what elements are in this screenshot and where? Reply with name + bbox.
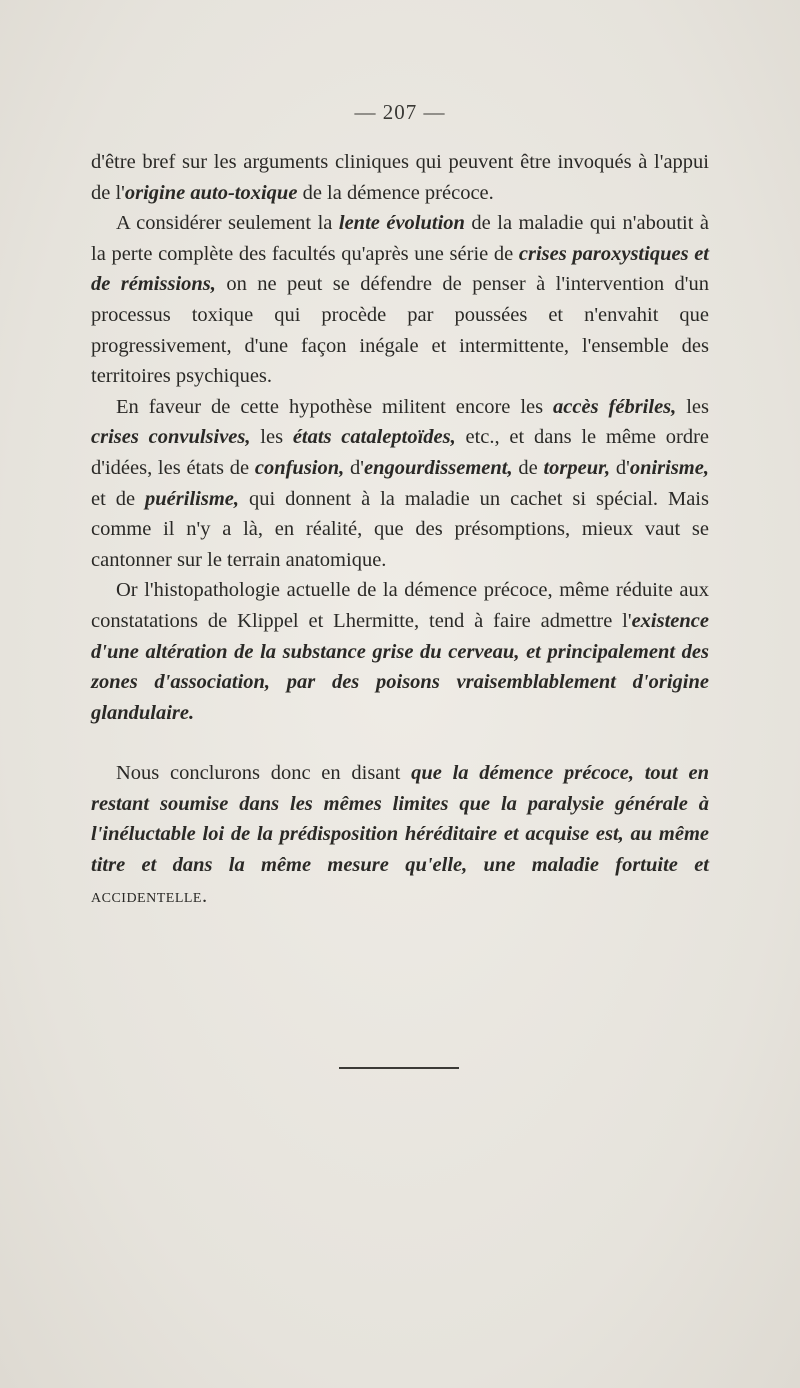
italic-phrase: que la démence précoce, tout en restant soumise dans les mêmes limites que la paralysie générale à l'inéluctable loi de la prédisposition héréditaire et acquise est, au même titre et dans la même mesure qu'elle, une maladie fortuite et bbox=[91, 762, 709, 877]
small-caps-word: accidentelle. bbox=[91, 884, 208, 907]
text-run: A considérer seulement la bbox=[116, 212, 339, 235]
text-run: d'être bref sur les arguments cliniques qui peuvent être invoqués à l'appui de l' bbox=[91, 151, 709, 204]
italic-phrase: crises convulsives, bbox=[91, 426, 251, 449]
italic-phrase: puérilisme, bbox=[145, 487, 239, 510]
closing-rule bbox=[339, 1067, 459, 1069]
text-run: et de bbox=[91, 487, 146, 510]
paragraph-4 bbox=[91, 575, 709, 728]
text-run: qui donnent à la maladie un cachet si spécial. Mais comme il n'y a là, en réalité, que des présomptions, mieux vaut se cantonner sur le terrain anatomique. bbox=[91, 487, 709, 571]
paragraph-5 bbox=[91, 758, 709, 911]
text-run: les bbox=[676, 395, 710, 418]
italic-phrase: accès fébriles, bbox=[553, 395, 677, 418]
paragraph-3 bbox=[91, 392, 709, 576]
italic-phrase: onirisme, bbox=[629, 456, 709, 479]
italic-phrase: origine auto-toxique bbox=[124, 181, 298, 204]
italic-phrase: crises paroxystiques et de rémissions, bbox=[91, 242, 709, 296]
italic-phrase: torpeur, bbox=[543, 456, 611, 479]
text-run: Nous conclurons donc en disant bbox=[116, 762, 412, 785]
text-run: etc., et dans le même ordre d'idées, les états de bbox=[91, 426, 709, 479]
italic-phrase: lente évolution bbox=[338, 212, 465, 235]
paragraph-1 bbox=[91, 147, 709, 208]
text-run: on ne peut se défendre de penser à l'intervention d'un processus toxique qui procède par poussées et n'envahit que progressivement, d'une façon inégale et intermittente, l'ensemble des territoires psychiques. bbox=[91, 273, 709, 388]
text-run: de la maladie qui n'aboutit à la perte complète des facultés qu'après une série de bbox=[91, 212, 710, 265]
italic-phrase: confusion, bbox=[254, 456, 345, 479]
text-run: d' bbox=[344, 456, 364, 479]
text-run: Or l'histopathologie actuelle de la démence précoce, même réduite aux constatations de Klippel et Lhermitte, tend à faire admettre l' bbox=[91, 579, 709, 632]
italic-phrase: états cataleptoïdes, bbox=[292, 426, 456, 449]
text-run: d' bbox=[610, 456, 630, 479]
text-run: les bbox=[250, 426, 293, 449]
italic-phrase: engourdissement, bbox=[363, 456, 513, 479]
paragraph-2 bbox=[91, 208, 709, 392]
text-run: de bbox=[512, 456, 544, 479]
page-number: — 207 — bbox=[354, 100, 446, 124]
italic-phrase: existence d'une altération de la substance grise du cerveau, et principalement des zones d'association, par des poisons vraisemblablement d'origine glandulaire. bbox=[91, 609, 709, 724]
body-text bbox=[91, 147, 709, 911]
text-run: de la démence précoce. bbox=[297, 181, 494, 204]
text-run: En faveur de cette hypothèse militent encore les bbox=[116, 395, 554, 418]
